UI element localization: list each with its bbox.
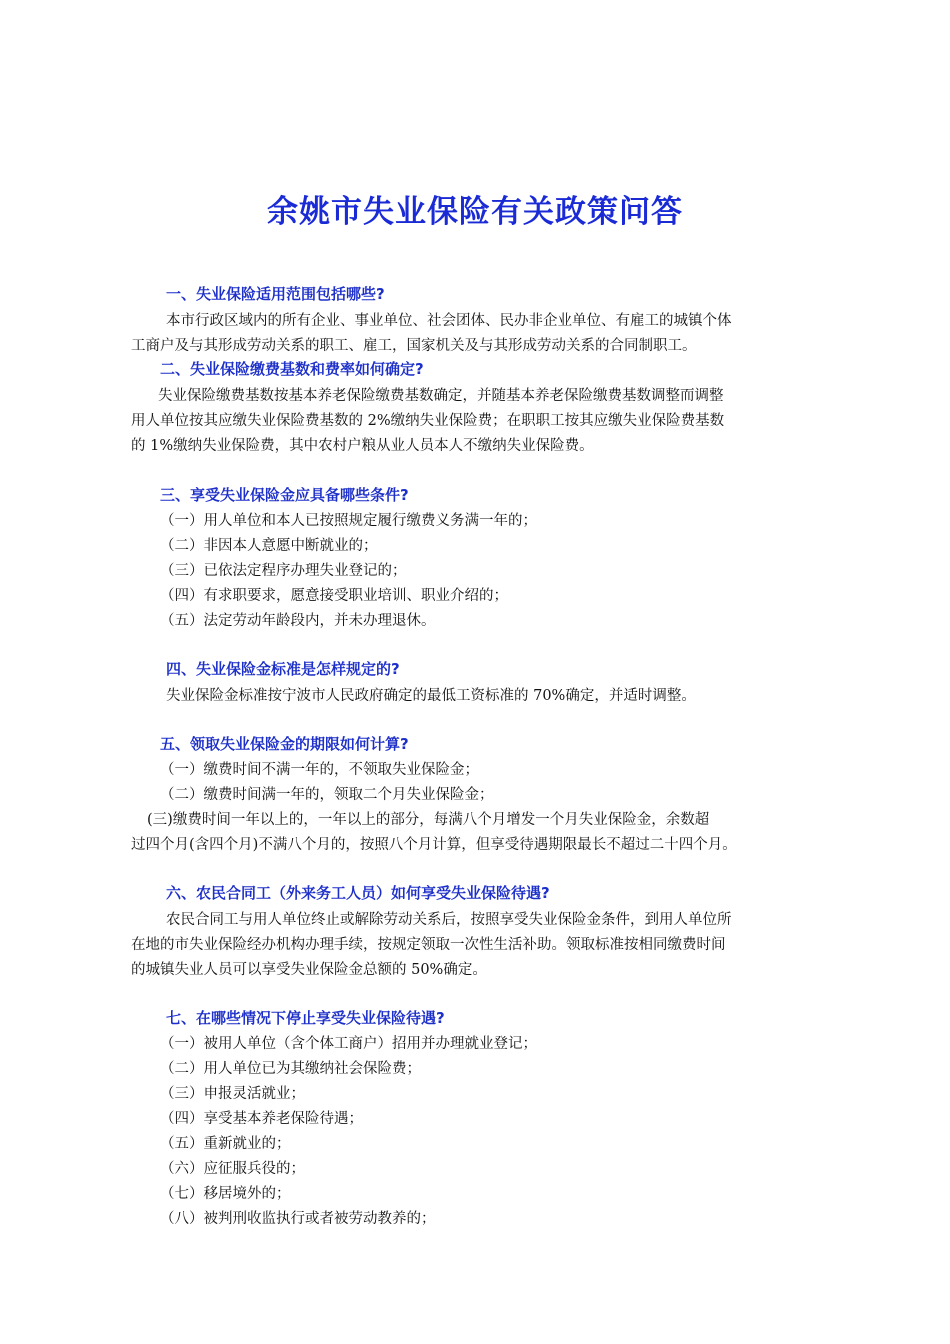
q7-line: （四）享受基本养老保险待遇；	[160, 1111, 363, 1127]
q3-heading: 三、享受失业保险金应具备哪些条件?	[160, 486, 409, 504]
q1-heading: 一、失业保险适用范围包括哪些?	[166, 285, 385, 303]
q7-line: （一）被用人单位（含个体工商户）招用并办理就业登记；	[160, 1036, 537, 1052]
q5-heading: 五、领取失业保险金的期限如何计算?	[160, 735, 409, 753]
q6-line: 的城镇失业人员可以享受失业保险金总额的 50%确定。	[131, 962, 487, 978]
q7-line: （八）被判刑收监执行或者被劳动教养的；	[160, 1211, 436, 1227]
q5-line: （一）缴费时间不满一年的，不领取失业保险金；	[160, 762, 479, 778]
q7-line: （七）移居境外的；	[160, 1186, 291, 1202]
q4-line: 失业保险金标准按宁波市人民政府确定的最低工资标准的 70%确定，并适时调整。	[166, 688, 696, 704]
q3-line: （二）非因本人意愿中断就业的；	[160, 538, 378, 554]
q7-line: （六）应征服兵役的；	[160, 1161, 305, 1177]
q7-line: （三）申报灵活就业；	[160, 1086, 305, 1102]
q5-line: 过四个月(含四个月)不满八个月的，按照八个月计算，但享受待遇期限最长不超过二十四个月。	[131, 837, 737, 853]
q2-heading: 二、失业保险缴费基数和费率如何确定?	[160, 360, 424, 378]
document-title: 余姚市失业保险有关政策问答	[267, 194, 683, 230]
q3-line: （四）有求职要求，愿意接受职业培训、职业介绍的；	[160, 588, 508, 604]
q3-line: （三）已依法定程序办理失业登记的；	[160, 563, 407, 579]
q3-line: （一）用人单位和本人已按照规定履行缴费义务满一年的；	[160, 513, 537, 529]
q7-line: （二）用人单位已为其缴纳社会保险费；	[160, 1061, 421, 1077]
q7-heading: 七、在哪些情况下停止享受失业保险待遇?	[166, 1009, 445, 1027]
q5-line: (三)缴费时间一年以上的，一年以上的部分，每满八个月增发一个月失业保险金，余数超	[147, 812, 710, 828]
q6-line: 农民合同工与用人单位终止或解除劳动关系后，按照享受失业保险金条件，到用人单位所	[166, 912, 732, 928]
q3-line: （五）法定劳动年龄段内，并未办理退休。	[160, 613, 436, 629]
q2-line: 的 1%缴纳失业保险费，其中农村户粮从业人员本人不缴纳失业保险费。	[131, 438, 594, 454]
q4-heading: 四、失业保险金标准是怎样规定的?	[166, 660, 400, 678]
q6-line: 在地的市失业保险经办机构办理手续，按规定领取一次性生活补助。领取标准按相同缴费时间	[131, 937, 726, 953]
q2-line: 失业保险缴费基数按基本养老保险缴费基数确定，并随基本养老保险缴费基数调整而调整	[158, 388, 724, 404]
q5-line: （二）缴费时间满一年的，领取二个月失业保险金；	[160, 787, 494, 803]
q7-line: （五）重新就业的；	[160, 1136, 291, 1152]
q6-heading: 六、农民合同工（外来务工人员）如何享受失业保险待遇?	[166, 884, 550, 902]
q1-line: 本市行政区域内的所有企业、事业单位、社会团体、民办非企业单位、有雇工的城镇个体	[166, 313, 732, 329]
q1-line: 工商户及与其形成劳动关系的职工、雇工，国家机关及与其形成劳动关系的合同制职工。	[131, 338, 697, 354]
q2-line: 用人单位按其应缴失业保险费基数的 2%缴纳失业保险费；在职职工按其应缴失业保险费基数	[131, 413, 725, 429]
